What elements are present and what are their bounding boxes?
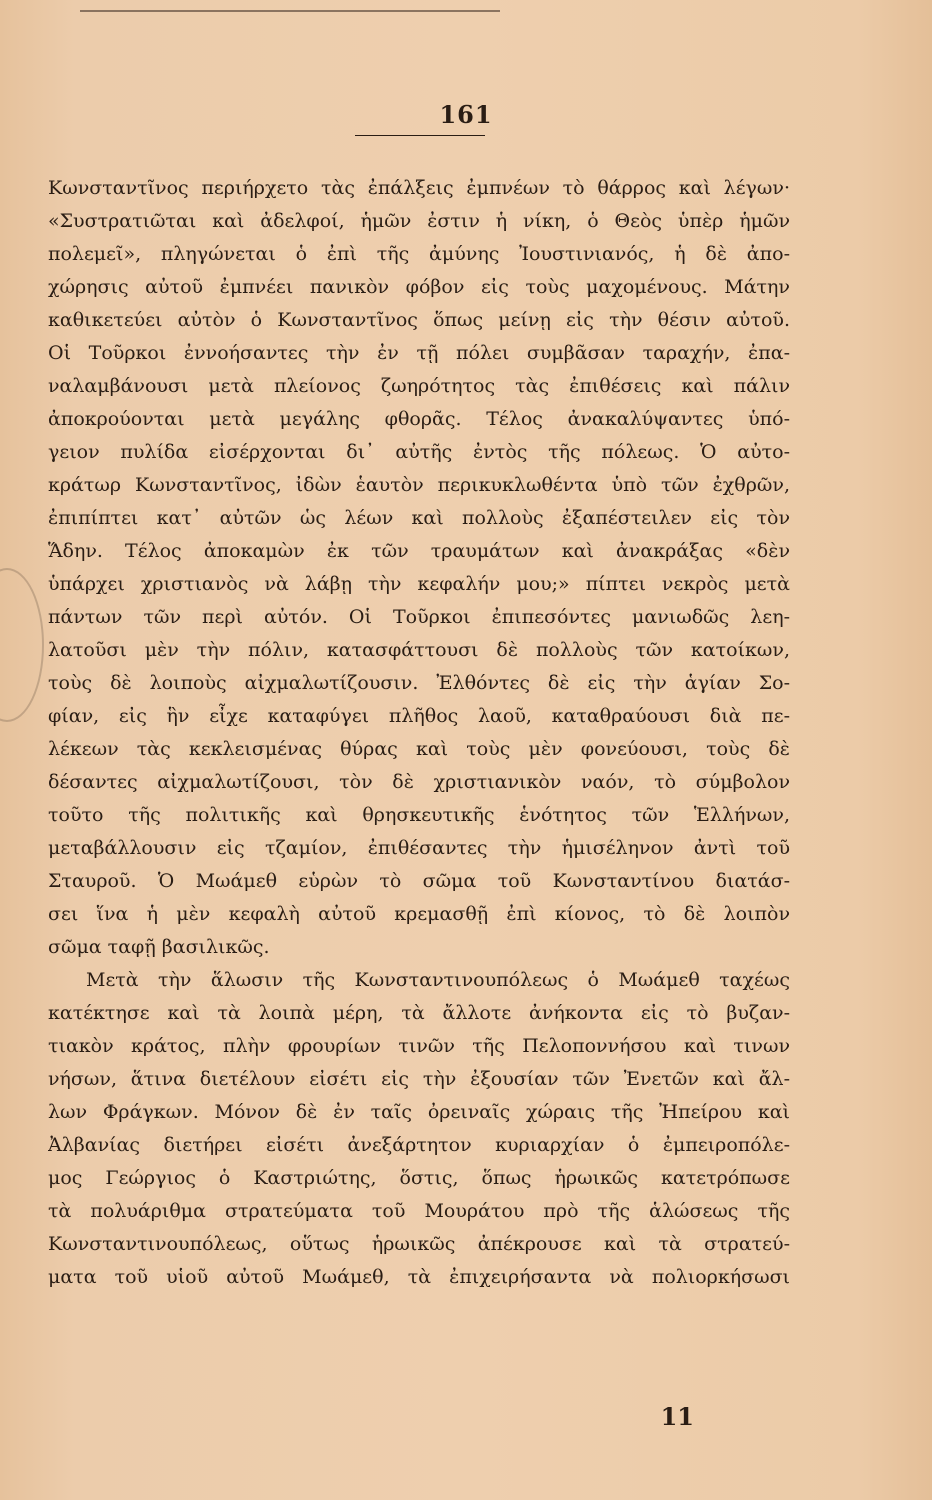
text-line: «Συστρατιῶται καὶ ἀδελφοί, ἡμῶν ἐστιν ἡ νίκη, ὁ Θεὸς ὑπὲρ ἡμῶν <box>48 210 790 232</box>
text-line: λέκεων τὰς κεκλεισμένας θύρας καὶ τοὺς μὲν φονεύουσι, τοὺς δὲ <box>48 738 790 760</box>
body-text <box>48 172 790 1294</box>
text-line: τοὺς δὲ λοιποὺς αἰχμαλωτίζουσιν. Ἐλθόντες δὲ εἰς τὴν ἁγίαν Σο- <box>48 672 790 694</box>
text-line: κράτωρ Κωνσταντῖνος, ἰδὼν ἑαυτὸν περικυκλωθέντα ὑπὸ τῶν ἐχθρῶν, <box>48 474 790 496</box>
text-line: τὰ πολυάριθμα στρατεύματα τοῦ Μουράτου πρὸ τῆς ἁλώσεως τῆς <box>48 1200 790 1222</box>
text-line: Κωνσταντινουπόλεως, οὕτως ἡρωικῶς ἀπέκρουσε καὶ τὰ στρατεύ- <box>48 1233 790 1255</box>
text-line: ναλαμβάνουσι μετὰ πλείονος ζωηρότητος τὰς ἐπιθέσεις καὶ πάλιν <box>48 375 790 397</box>
text-line: τοῦτο τῆς πολιτικῆς καὶ θρησκευτικῆς ἑνότητος τῶν Ἑλλήνων, <box>48 804 790 826</box>
text-line: πάντων τῶν περὶ αὐτόν. Οἱ Τοῦρκοι ἐπιπεσόντες μανιωδῶς λεη- <box>48 606 790 628</box>
text-line: καθικετεύει αὐτὸν ὁ Κωνσταντῖνος ὅπως μείνῃ εἰς τὴν θέσιν αὐτοῦ. <box>48 309 790 331</box>
text-line: λατοῦσι μὲν τὴν πόλιν, κατασφάττουσι δὲ πολλοὺς τῶν κατοίκων, <box>48 639 790 661</box>
text-line: σῶμα ταφῇ βασιλικῶς. <box>48 936 270 958</box>
text-line: Σταυροῦ. Ὁ Μωάμεθ εὑρὼν τὸ σῶμα τοῦ Κωνσταντίνου διατάσ- <box>48 870 790 892</box>
text-line: φίαν, εἰς ἣν εἶχε καταφύγει πλῆθος λαοῦ, καταθραύουσι διὰ πε- <box>48 705 790 727</box>
text-line: ὑπάρχει χριστιανὸς νὰ λάβῃ τὴν κεφαλήν μου;» πίπτει νεκρὸς μετὰ <box>48 573 790 595</box>
page-number: 161 <box>439 100 493 129</box>
text-line: μεταβάλλουσιν εἰς τζαμίον, ἐπιθέσαντες τὴν ἡμισέληνον ἀντὶ τοῦ <box>48 837 790 859</box>
text-line: τιακὸν κράτος, πλὴν φρουρίων τινῶν τῆς Πελοποννήσου καὶ τινων <box>48 1035 790 1057</box>
text-line: νήσων, ἅτινα διετέλουν εἰσέτι εἰς τὴν ἐξουσίαν τῶν Ἐνετῶν καὶ ἄλ- <box>48 1068 790 1090</box>
signature-mark: 11 <box>660 1402 694 1431</box>
text-line: Κωνσταντῖνος περιήρχετο τὰς ἐπάλξεις ἐμπνέων τὸ θάρρος καὶ λέγων· <box>48 177 790 199</box>
text-line: ματα τοῦ υἱοῦ αὐτοῦ Μωάμεθ, τὰ ἐπιχειρήσαντα νὰ πολιορκήσωσι <box>48 1266 790 1288</box>
page-number-rule <box>355 135 485 136</box>
text-line: ἐπιπίπτει κατ᾿ αὐτῶν ὡς λέων καὶ πολλοὺς ἐξαπέστειλεν εἰς τὸν <box>48 507 790 529</box>
text-line: γειον πυλίδα εἰσέρχονται δι᾿ αὐτῆς ἐντὸς τῆς πόλεως. Ὁ αὐτο- <box>48 441 790 463</box>
text-line: μος Γεώργιος ὁ Καστριώτης, ὅστις, ὅπως ἡρωικῶς κατετρόπωσε <box>48 1167 790 1189</box>
text-line: χώρησις αὐτοῦ ἐμπνέει πανικὸν φόβον εἰς τοὺς μαχομένους. Μάτην <box>48 276 790 298</box>
text-line: λων Φράγκων. Μόνον δὲ ἐν ταῖς ὀρειναῖς χώραις τῆς Ἠπείρου καὶ <box>48 1101 790 1123</box>
text-line: Ἅδην. Τέλος ἀποκαμὼν ἐκ τῶν τραυμάτων καὶ ἀνακράξας «δὲν <box>48 540 790 562</box>
text-line: κατέκτησε καὶ τὰ λοιπὰ μέρη, τὰ ἄλλοτε ἀνήκοντα εἰς τὸ βυζαν- <box>48 1002 790 1024</box>
text-line: σει ἵνα ἡ μὲν κεφαλὴ αὐτοῦ κρεμασθῇ ἐπὶ κίονος, τὸ δὲ λοιπὸν <box>48 903 790 925</box>
margin-stamp-mark <box>0 568 44 722</box>
text-line: ἀποκρούονται μετὰ μεγάλης φθορᾶς. Τέλος ἀνακαλύψαντες ὑπό- <box>48 408 790 430</box>
text-line: δέσαντες αἰχμαλωτίζουσι, τὸν δὲ χριστιανικὸν ναόν, τὸ σύμβολον <box>48 771 790 793</box>
text-line: Οἱ Τοῦρκοι ἐννοήσαντες τὴν ἐν τῇ πόλει συμβᾶσαν ταραχήν, ἐπα- <box>48 342 790 364</box>
text-line: Ἀλβανίας διετήρει εἰσέτι ἀνεξάρτητον κυριαρχίαν ὁ ἐμπειροπόλε- <box>48 1134 790 1156</box>
top-edge-rule <box>80 0 500 12</box>
text-line: Μετὰ τὴν ἅλωσιν τῆς Κωνσταντινουπόλεως ὁ Μωάμεθ ταχέως <box>86 969 790 991</box>
text-line: πολεμεῖ», πληγώνεται ὁ ἐπὶ τῆς ἀμύνης Ἰουστινιανός, ἡ δὲ ἀπο- <box>48 243 790 265</box>
